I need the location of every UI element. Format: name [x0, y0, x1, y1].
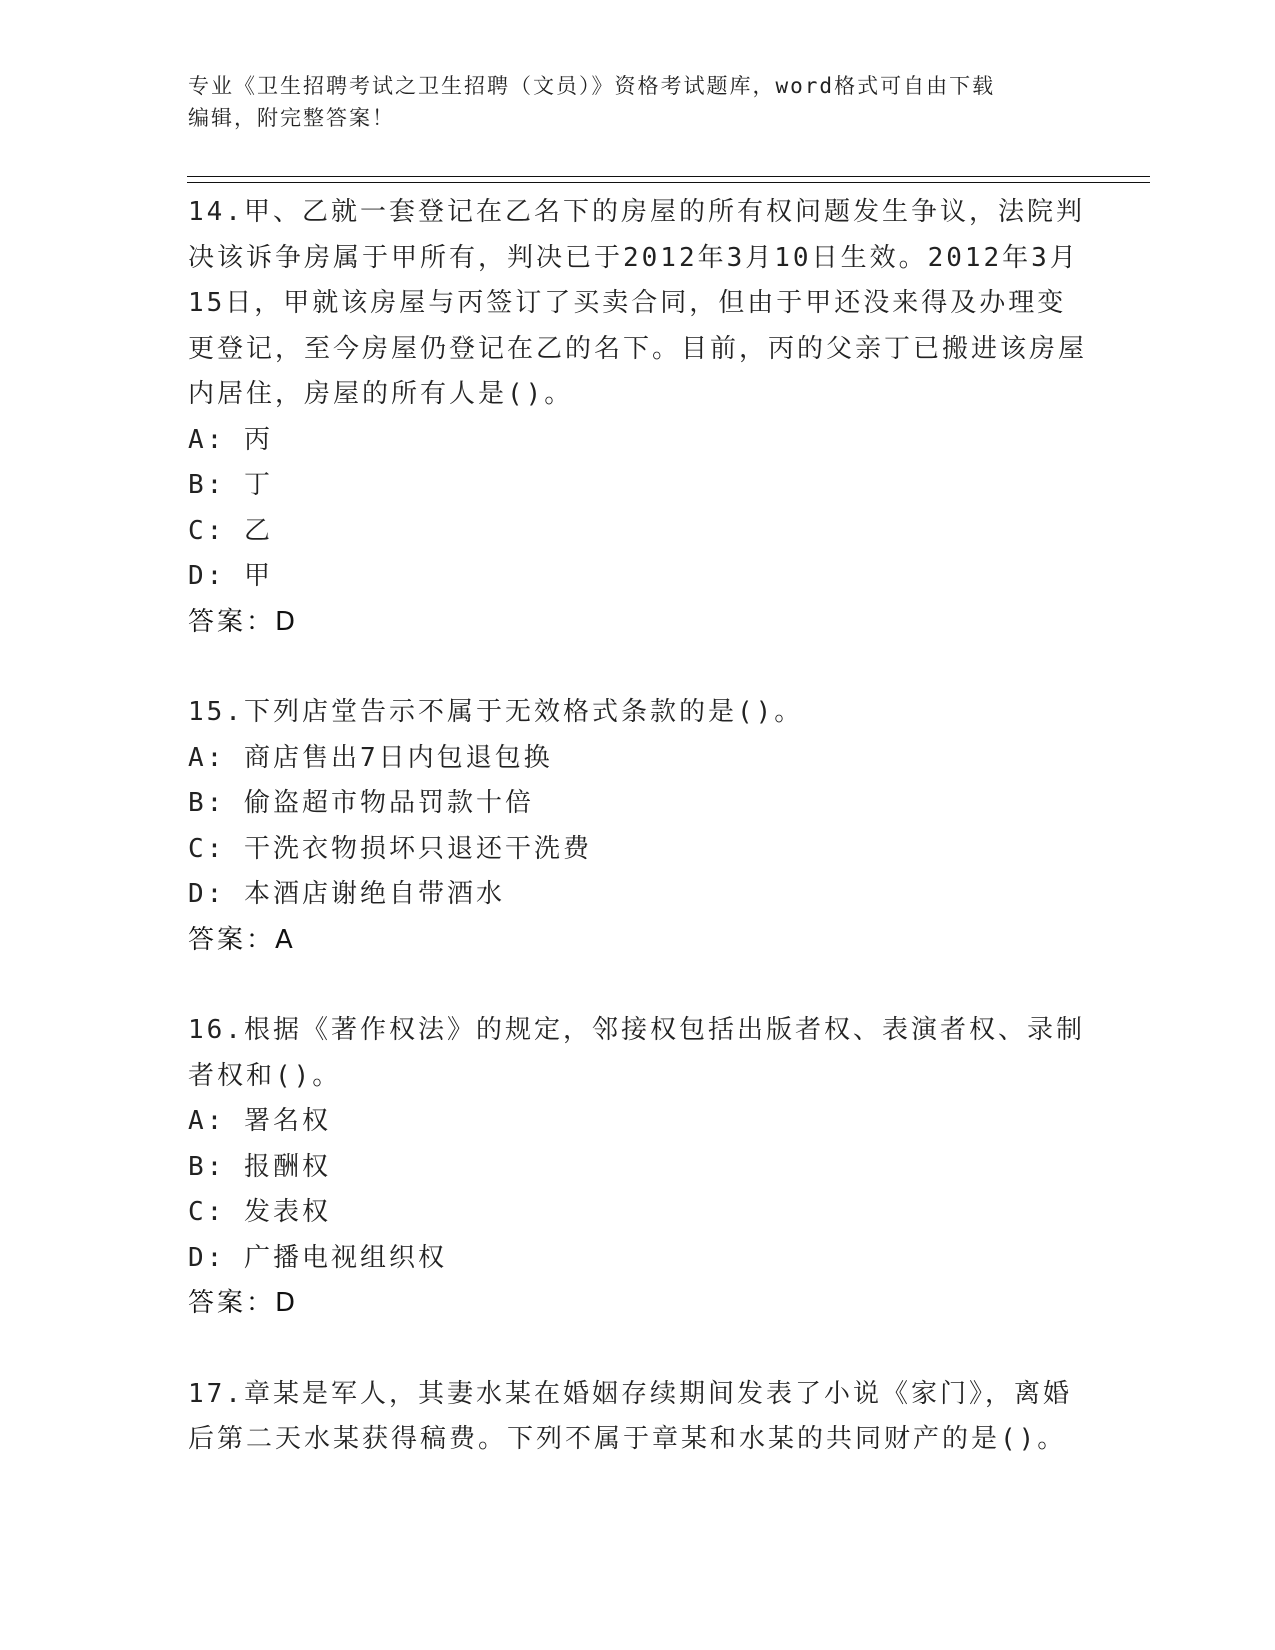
- question-text: 14.甲、乙就一套登记在乙名下的房屋的所有权问题发生争议，法院判决该诉争房属于甲所有，判决已于2012年3月10日生效。2012年3月15日，甲就该房屋与丙签订了买卖合同，但由于甲还没来得及办理变更登记，至今房屋仍登记在乙的名下。目前，丙的父亲丁已搬进该房屋内居住，房屋的所有人是()。: [188, 197, 1088, 409]
- option-d: [188, 554, 1088, 600]
- option-d: [188, 872, 1088, 918]
- option-text: 偷盗超市物品罚款十倍: [243, 788, 534, 818]
- answer-line: 答案：D: [188, 1288, 299, 1318]
- answer-line: 答案：A: [188, 924, 296, 955]
- option-b: [188, 463, 1088, 509]
- option-text: 甲: [243, 561, 273, 591]
- question-16: [188, 1008, 1088, 1327]
- option-letter: D:: [188, 561, 226, 591]
- question-17: [188, 1372, 1088, 1463]
- question-15: [188, 690, 1088, 963]
- document-header: [188, 70, 1068, 134]
- option-letter: B:: [188, 470, 226, 500]
- option-text: 商店售出7日内包退包换: [243, 742, 553, 773]
- question-14: [188, 190, 1088, 645]
- option-text: 乙: [243, 515, 273, 546]
- option-text: 本酒店谢绝自带酒水: [243, 879, 505, 909]
- option-text: 发表权: [243, 1197, 331, 1227]
- option-a: [188, 418, 1088, 464]
- option-a: [188, 1099, 1088, 1145]
- option-text: 干洗衣物损坏只退还干洗费: [243, 833, 592, 864]
- question-text: 16.根据《著作权法》的规定，邻接权包括出版者权、表演者权、录制者权和()。: [188, 1015, 1085, 1091]
- option-letter: A:: [188, 742, 226, 773]
- option-c: [188, 827, 1088, 873]
- option-letter: D:: [188, 879, 226, 909]
- option-d: [188, 1236, 1088, 1282]
- option-letter: B:: [188, 1151, 226, 1182]
- option-b: [188, 781, 1088, 827]
- question-text: 15.下列店堂告示不属于无效格式条款的是()。: [188, 697, 804, 727]
- header-rule-bottom: [187, 182, 1150, 183]
- option-letter: A:: [188, 1106, 226, 1136]
- option-text: 丁: [243, 470, 273, 500]
- option-a: [188, 736, 1088, 782]
- header-line-1: 专业《卫生招聘考试之卫生招聘（文员）》资格考试题库，word格式可自由下载: [188, 74, 996, 98]
- option-letter: C:: [188, 833, 226, 864]
- option-letter: C:: [188, 515, 226, 546]
- question-spacer: [188, 645, 1088, 690]
- option-c: [188, 509, 1088, 555]
- question-list: [188, 190, 1088, 1463]
- option-b: [188, 1145, 1088, 1191]
- question-text: 17.章某是军人，其妻水某在婚姻存续期间发表了小说《家门》，离婚后第二天水某获得稿费。下列不属于章某和水某的共同财产的是()。: [188, 1378, 1072, 1454]
- answer-line: 答案：D: [188, 606, 299, 637]
- option-c: [188, 1190, 1088, 1236]
- option-letter: B:: [188, 788, 226, 818]
- question-spacer: [188, 963, 1088, 1008]
- header-rule-top: [187, 176, 1150, 177]
- option-letter: C:: [188, 1197, 226, 1227]
- option-text: 署名权: [243, 1106, 331, 1136]
- question-spacer: [188, 1327, 1088, 1372]
- option-text: 广播电视组织权: [243, 1242, 447, 1273]
- option-text: 丙: [243, 424, 273, 455]
- option-letter: A:: [188, 424, 226, 455]
- option-letter: D:: [188, 1242, 226, 1273]
- header-line-2: 编辑，附完整答案！: [188, 106, 395, 130]
- option-text: 报酬权: [243, 1151, 331, 1182]
